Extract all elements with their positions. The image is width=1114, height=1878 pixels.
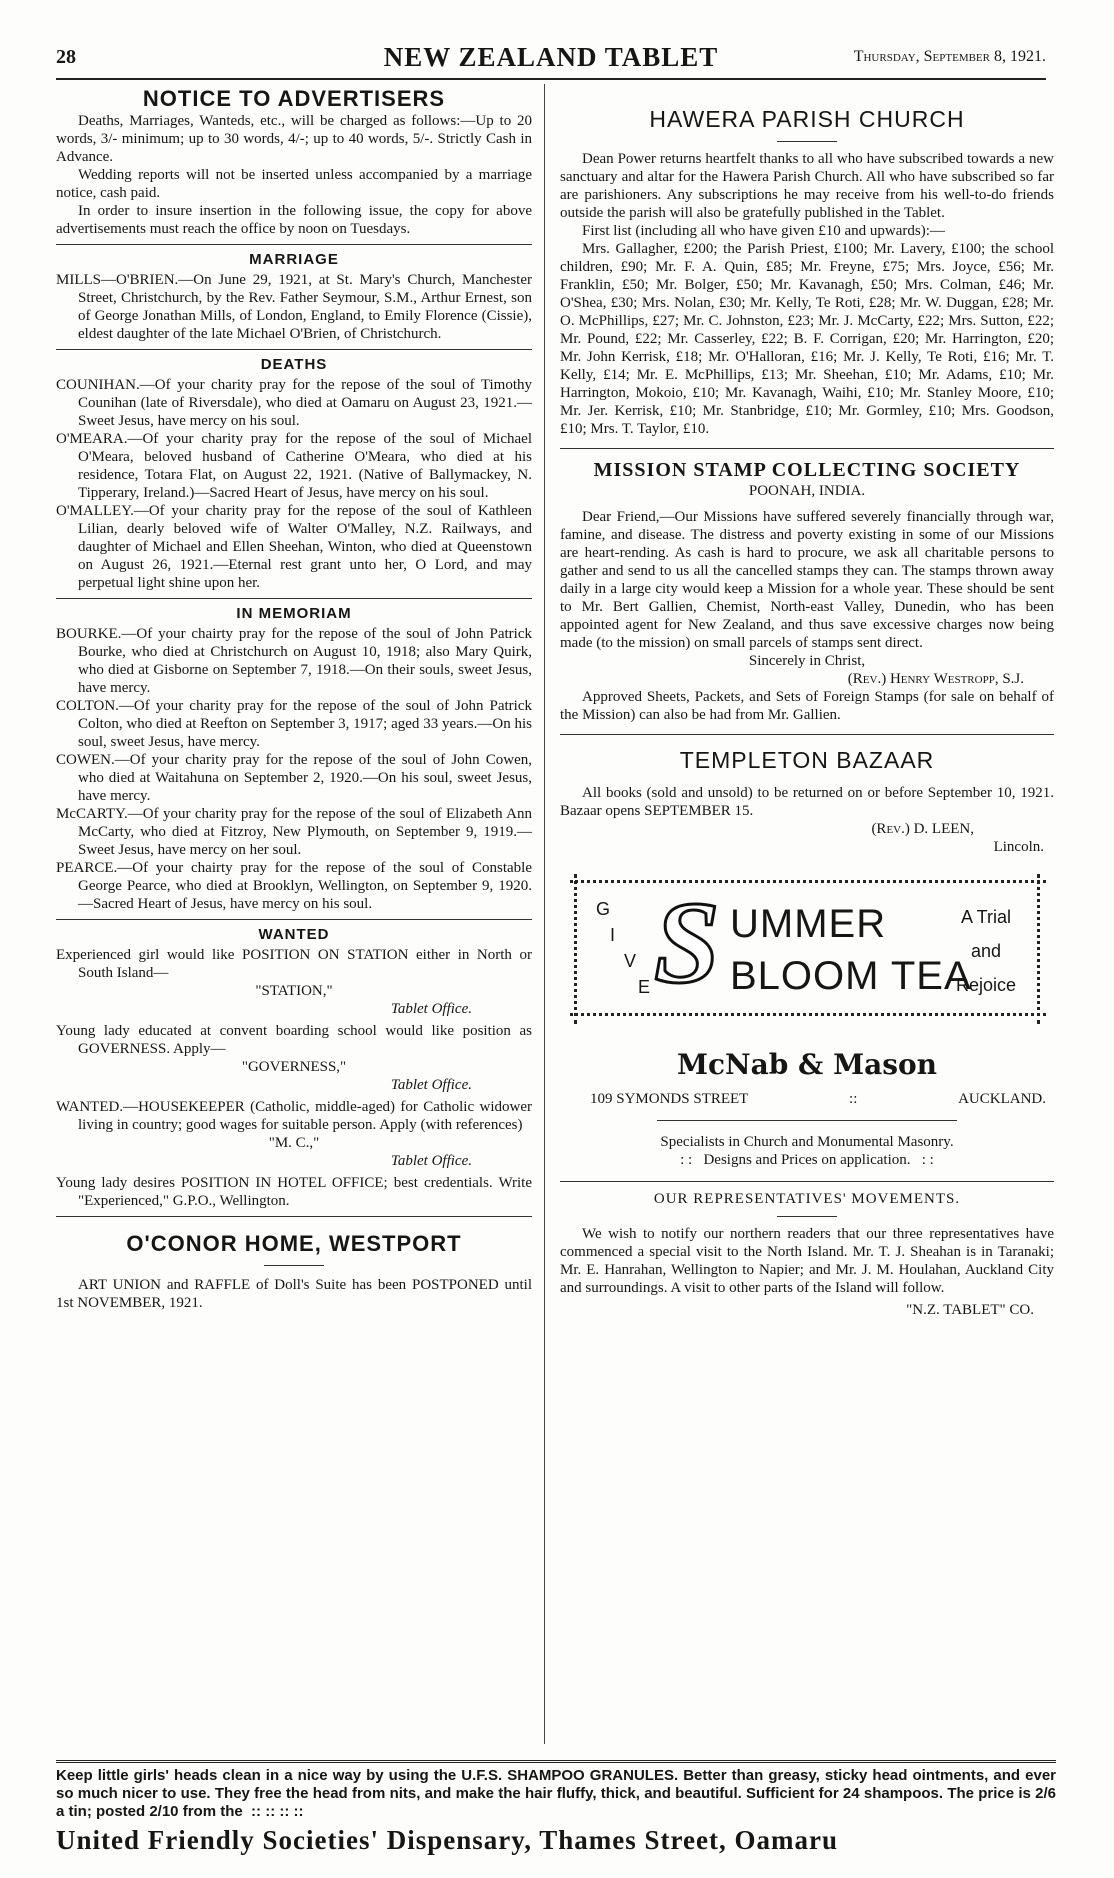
wanted-office: Tablet Office. — [390, 1077, 472, 1093]
divider — [56, 1216, 532, 1217]
templeton-signature: (Rev.) D. LEEN, — [871, 821, 974, 837]
trial-line: Rejoice — [955, 975, 1016, 995]
deaths-heading: DEATHS — [260, 356, 328, 373]
wanted-ad: Young lady educated at convent boarding school would like position as GOVERNESS. Apply— — [56, 1023, 532, 1057]
wanted-office: Tablet Office. — [390, 1153, 472, 1169]
divider — [560, 448, 1054, 449]
summer-bloom-tea-ad — [570, 874, 1046, 1024]
double-rule — [56, 1760, 1056, 1763]
notice-title: NOTICE TO ADVERTISERS — [142, 86, 446, 111]
notice-paragraph: In order to insure insertion in the following issue, the copy for above advertisements must reach the office by noon on Tuesdays. — [56, 203, 532, 237]
wanted-ad: Young lady desires POSITION IN HOTEL OFFICE; best credentials. Write "Experienced," G.P.O., Wellington. — [56, 1175, 532, 1209]
tea-line-1: UMMER — [730, 902, 887, 946]
reps-title: OUR REPRESENTATIVES' MOVEMENTS. — [653, 1191, 961, 1207]
ufs-advertisement — [56, 1760, 1056, 1856]
memoriam-entry: PEARCE.—Of your chairty pray for the repose of the soul of Constable George Pearce, who died at Brooklyn, Wellington, on September 9, 1920.—Sacred Heart of Jesus, have mercy on his soul. — [56, 860, 532, 912]
memoriam-entry: BOURKE.—Of your chairty pray for the repose of the soul of John Patrick Bourke, who died at Christchurch on August 10, 1918; also Mary Quirk, who died at Gisborne on September 7, 1918.—On their souls, sweet Jesus, have mercy. — [56, 626, 532, 696]
divider — [56, 244, 532, 245]
wanted-heading: WANTED — [258, 926, 330, 943]
oconor-text: ART UNION and RAFFLE of Doll's Suite has been POSTPONED until 1st NOVEMBER, 1921. — [56, 1277, 532, 1311]
memoriam-entry: McCARTY.—Of your charity pray for the repose of the soul of Elizabeth Ann McCarty, who died at Fitzroy, New Plymouth, on September 9, 1919.—Sweet Jesus, have mercy on her soul. — [56, 806, 532, 858]
column-divider — [544, 84, 545, 1744]
divider — [657, 1120, 957, 1121]
left-column — [56, 84, 532, 1312]
ufs-banner: United Friendly Societies' Dispensary, Thames Street, Oamaru — [56, 1825, 838, 1855]
trial-line: and — [970, 941, 1001, 961]
mcnab-address: 109 SYMONDS STREET — [590, 1091, 749, 1107]
templeton-title: TEMPLETON BAZAAR — [679, 747, 935, 773]
mcnab-name: McNab & Mason — [676, 1048, 938, 1081]
divider — [560, 734, 1054, 735]
death-entry: O'MALLEY.—Of your charity pray for the repose of the soul of Kathleen Lilian, dearly beloved wife of Walter O'Malley, N.Z. Railways, and daughter of Michael and Ellen Sheehan, Winton, who died at Queenstown on August 26, 1921.—Eternal rest grant unto her, O Lord, and may perpetual light shine upon her. — [56, 503, 532, 591]
right-column — [560, 84, 1054, 1319]
short-rule — [777, 141, 837, 142]
mission-paragraph: Dear Friend,—Our Missions have suffered severely financially through war, famine, and disease. The distress and poverty existing in some of our Missions are heart-rending. As cash is hard to procure, we ask all charitable persons to gather and send to us all the cancelled stamps they can. The stamps thrown away daily in a large city would keep a Mission for a whole year. These should be sent to Mr. Bert Gallien, Chemist, North-east Valley, Dunedin, who has been appointed agent for New Zealand, and thus save excessive charges now being made (to the mission) on small parcels of stamps sent direct. — [560, 509, 1054, 651]
give-letters — [596, 896, 650, 1000]
death-entry: COUNIHAN.—Of your charity pray for the repose of the soul of Timothy Counihan (late of Riversdale), who died at Oamaru on August 23, 1921.—Sweet Jesus, have mercy on his soul. — [56, 377, 532, 429]
wanted-signature: "GOVERNESS," — [241, 1059, 347, 1075]
mission-signature: (Rev.) Henry Westropp, S.J. — [847, 671, 1024, 687]
border-dots — [570, 880, 1046, 885]
masthead: NEW ZEALAND TABLET — [383, 42, 719, 72]
hawera-paragraph: First list (including all who have given £10 and upwards):— — [582, 223, 945, 239]
big-s-letter: S — [654, 877, 720, 1008]
letter: I — [610, 925, 616, 945]
divider — [56, 598, 532, 599]
death-entry: O'MEARA.—Of your charity pray for the repose of the soul of Michael O'Meara, beloved husband of Catherine O'Meara, who died at his residence, Totara Flat, on August 22, 1921. (Native of Ballymackey, N. Tipperary, Ireland.)—Sacred Heart of Jesus, have mercy on his soul. — [56, 431, 532, 501]
hawera-paragraph: Dean Power returns heartfelt thanks to all who have subscribed towards a new sanctuary and altar for the Hawera Parish Church. All who have subscribed so far are parishioners. Any subscriptions he may receive from his well-to-do friends outside the parish will also be gratefully published in the Tablet. — [560, 151, 1054, 221]
tea-line-2: BLOOM TEA — [730, 954, 972, 998]
templeton-text: All books (sold and unsold) to be returned on or before September 10, 1921. Bazaar opens SEPTEMBER 15. — [560, 785, 1054, 819]
ufs-body: Keep little girls' heads clean in a nice way by using the U.F.S. SHAMPOO GRANULES. Better than greasy, sticky head ointments, and ever so much nicer to use. They free the head from nits, and make the hair fluffy, thick, and beautiful. Sufficient for 24 shampoos. The price is 2/6 a tin; posted 2/10 from the — [56, 1767, 1056, 1820]
marriage-entry: MILLS—O'BRIEN.—On June 29, 1921, at St. Mary's Church, Manchester Street, Christchurch, by the Rev. Father Seymour, S.M., Arthur Ernest, son of George Jonathan Mills, of London, England, to Emily Florence (Cissie), eldest daughter of the late Michael O'Brien, of Christchurch. — [56, 272, 532, 342]
notice-paragraph: Deaths, Marriages, Wanteds, etc., will be charged as follows:—Up to 20 words, 3/- minimum; up to 30 words, 4/-; up to 40 words, 5/-. Strictly Cash in Advance. — [56, 113, 532, 165]
short-rule — [777, 1216, 837, 1217]
separator: :: — [849, 1091, 858, 1107]
divider — [56, 349, 532, 350]
reps-text: We wish to notify our northern readers that our three representatives have commenced a special visit to the North Island. Mr. T. J. Sheahan is in Taranaki; Mr. E. Hanrahan, Wellington to Napier; and Mr. J. M. Houlahan, Auckland City and surroundings. A visit to other parts of the Island will follow. — [560, 1226, 1054, 1296]
memoriam-entry: COLTON.—Of your charity pray for the repose of the soul of John Patrick Colton, who died at Reefton on September 3, 1917; aged 33 years.—On his soul, sweet Jesus, have mercy. — [56, 698, 532, 750]
colons: : : — [921, 1152, 934, 1168]
mission-paragraph: Approved Sheets, Packets, and Sets of Foreign Stamps (for sale on behalf of the Mission) can also be had from Mr. Gallien. — [560, 689, 1054, 723]
mission-subtitle: POONAH, INDIA. — [748, 483, 866, 499]
memoriam-heading: IN MEMORIAM — [236, 605, 352, 622]
templeton-place: Lincoln. — [993, 839, 1044, 855]
trial-text — [956, 900, 1016, 1002]
issue-date: Thursday, September 8, 1921. — [853, 48, 1046, 65]
mission-closing: Sincerely in Christ, — [748, 653, 866, 669]
hawera-title: HAWERA PARISH CHURCH — [649, 106, 965, 132]
divider — [560, 1181, 1054, 1182]
hawera-list: Mrs. Gallagher, £200; the Parish Priest, £100; Mr. Lavery, £100; the school children, £90; Mr. F. A. Quin, £85; Mr. Freyne, £75; Mrs. Joyce, £56; Mr. Franklin, £50; Mr. Bolger, £50; Mr. Kavanagh, £50; Mrs. Colman, £46; Mr. O'Shea, £30; Mrs. Nolan, £30; Mr. Kelly, Te Roti, £28; Mr. W. Duggan, £28; Mr. O. McPhillips, £27; Mr. C. Johnston, £23; Mr. J. McCarty, £22; Mrs. Sutton, £22; Mr. Pound, £22; Mr. Casserley, £22; B. F. Corrigan, £20; Mr. Harrington, £20; Mr. John Kerrisk, £18; Mr. O'Halloran, £16; Mr. J. Kelly, Te Roti, £16; Mr. T. Kelly, £14; Mr. E. McPhillips, £13; Mr. Sheehan, £10; Mr. Adams, £10; Mr. Harrington, Mokoio, £10; Mr. Kavanagh, Waihi, £10; Mr. Stanley Moore, £10; Mr. Jer. Kerrisk, £10; Mr. Stanbridge, £10; Mr. Gormley, £10; Mrs. Goodson, £10; Mrs. T. Taylor, £10. — [560, 241, 1054, 437]
wanted-office: Tablet Office. — [390, 1001, 472, 1017]
border-dots — [570, 1013, 1046, 1018]
letter: G — [596, 899, 611, 919]
colons: : : — [680, 1152, 693, 1168]
letter: V — [624, 951, 637, 971]
designs-text: Designs and Prices on application. — [703, 1152, 911, 1168]
mcnab-address-line — [560, 1091, 1054, 1108]
mcnab-specialty: Specialists in Church and Monumental Masonry. — [660, 1134, 954, 1150]
border-dots — [574, 874, 579, 1024]
border-dots — [1037, 874, 1042, 1024]
wanted-ad: Experienced girl would like POSITION ON STATION either in North or South Island— — [56, 947, 532, 981]
mcnab-city: AUCKLAND. — [958, 1091, 1046, 1107]
marriage-heading: MARRIAGE — [249, 251, 339, 268]
short-rule — [264, 1265, 324, 1266]
page-header — [56, 42, 1046, 80]
notice-paragraph: Wedding reports will not be inserted unless accompanied by a marriage notice, cash paid. — [56, 167, 532, 201]
page-number: 28 — [56, 46, 76, 68]
mcnab-designs — [560, 1151, 1054, 1169]
ufs-trail: :: :: :: :: — [251, 1803, 304, 1820]
wanted-ad: WANTED.—HOUSEKEEPER (Catholic, middle-aged) for Catholic widower living in country; good wages for suitable person. Apply (with references) — [56, 1099, 532, 1133]
mission-title: MISSION STAMP COLLECTING SOCIETY — [593, 459, 1021, 481]
reps-signature: "N.Z. TABLET" CO. — [906, 1302, 1034, 1318]
trial-line: A Trial — [960, 907, 1011, 927]
ufs-text — [56, 1767, 1056, 1821]
divider — [56, 919, 532, 920]
letter: E — [638, 977, 651, 997]
memoriam-entry: COWEN.—Of your charity pray for the repose of the soul of John Cowen, who died at Waitahuna on September 2, 1920.—On his soul, sweet Jesus, have mercy. — [56, 752, 532, 804]
wanted-signature: "STATION," — [255, 983, 333, 999]
oconor-title: O'CONOR HOME, WESTPORT — [126, 1231, 462, 1256]
wanted-signature: "M. C.," — [268, 1135, 320, 1151]
